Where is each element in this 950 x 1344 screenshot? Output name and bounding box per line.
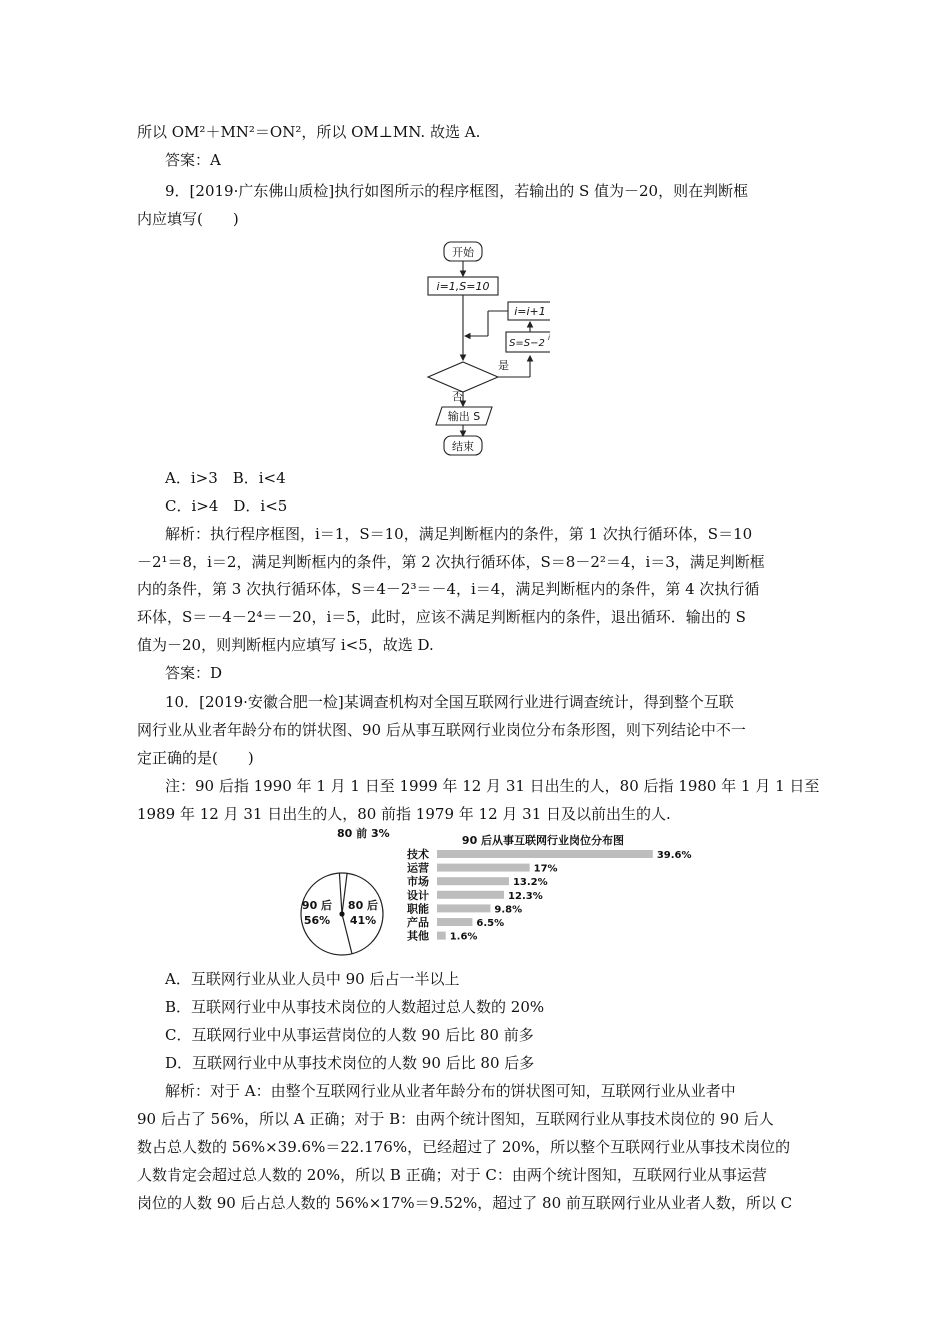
bar-category-label: 其他 <box>407 929 429 943</box>
bar-mark <box>437 877 509 885</box>
bar-value-label: 17% <box>533 863 558 875</box>
bar-mark <box>437 891 504 899</box>
job-bar-chart <box>405 830 705 960</box>
flow-yes-label: 是 <box>498 359 509 372</box>
flow-update-exponent: i <box>548 334 550 342</box>
answer-q9: 答案：D <box>165 664 223 682</box>
bar-category-label: 设计 <box>407 888 429 902</box>
flow-decision-diamond <box>428 362 498 392</box>
answer-q8: 答案：A <box>165 151 221 169</box>
q10-stem-line3: 定正确的是( ) <box>137 749 254 767</box>
flow-update-label: S=S−2 <box>509 338 545 349</box>
bar-chart-title: 90 后从事互联网行业岗位分布图 <box>461 834 625 847</box>
q10-note-line1: 注：90 后指 1990 年 1 月 1 日至 1999 年 12 月 31 日出生的人，80 后指 1980 年 1 月 1 日至 <box>165 777 820 795</box>
flow-start-label: 开始 <box>452 246 474 259</box>
flow-output-label: 输出 S <box>447 410 481 423</box>
bar-value-label: 6.5% <box>476 918 505 929</box>
pie-label-90-pct: 56% <box>303 914 331 927</box>
q9-options-cd: C．i>4 D．i<5 <box>165 497 288 515</box>
bar-mark <box>437 918 472 926</box>
previous-conclusion: 所以 OM²＋MN²＝ON²，所以 OM⊥MN. 故选 A. <box>137 123 481 141</box>
q9-solution-line4: 环体，S＝－4－2⁴＝－20，i＝5，此时，应该不满足判断框内的条件，退出循环．输出的 S <box>137 608 746 626</box>
q9-solution-line2: －2¹＝8，i＝2，满足判断框内的条件，第 2 次执行循环体，S＝8－2²＝4，i＝3，满足判断框 <box>137 553 765 571</box>
bar-category-label: 职能 <box>407 902 429 916</box>
pie-center-dot <box>339 911 344 916</box>
pie-slice-boundary-80q-start <box>339 873 342 914</box>
q10-solution-line1: 解析：对于 A：由整个互联网行业从业者年龄分布的饼状图可知，互联网行业从业者中 <box>165 1082 736 1100</box>
q10-stem-line2: 网行业从业者年龄分布的饼状图、90 后从事互联网行业岗位分布条形图，则下列结论中不一 <box>137 721 746 739</box>
bar-category-label: 运营 <box>407 861 429 875</box>
q9-options-ab: A．i>3 B．i<4 <box>165 469 286 487</box>
q10-option-b: B．互联网行业中从事技术岗位的人数超过总人数的 20% <box>165 998 545 1016</box>
bar-category-label: 技术 <box>407 848 429 861</box>
bar-mark <box>437 850 653 858</box>
flow-end-label: 结束 <box>452 440 474 453</box>
bar-category-label: 产品 <box>407 916 429 929</box>
bar-mark <box>437 904 490 912</box>
bar-value-label: 13.2% <box>512 877 548 889</box>
bar-mark <box>437 932 446 940</box>
pie-label-90-name: 90 后 <box>301 899 333 912</box>
q10-option-c: C．互联网行业中从事运营岗位的人数 90 后比 80 前多 <box>165 1026 534 1044</box>
q10-solution-line3: 数占总人数的 56%×39.6%＝22.176%，已经超过了 20%，所以整个互联网行业从事技术岗位的 <box>137 1138 791 1156</box>
q9-solution-line5: 值为－20，则判断框内应填写 i<5，故选 D. <box>137 636 434 654</box>
q10-stem-line1: 10．[2019·安徽合肥一检]某调查机构对全国互联网行业进行调查统计，得到整个互联 <box>165 693 734 711</box>
q10-solution-line4: 人数肯定会超过总人数的 20%，所以 B 正确；对于 C：由两个统计图知，互联网行业从事运营 <box>137 1166 767 1184</box>
pie-label-80q: 80 前 3% <box>337 827 390 840</box>
q9-stem-line1: 9．[2019·广东佛山质检]执行如图所示的程序框图，若输出的 S 值为－20，则在判断框 <box>165 182 749 200</box>
q9-solution-line1: 解析：执行程序框图，i＝1，S＝10，满足判断框内的条件，第 1 次执行循环体，S＝10 <box>165 525 753 543</box>
pie-label-80-name: 80 后 <box>347 899 379 912</box>
pie-slice-boundary-80q-end <box>342 873 347 914</box>
bar-value-label: 39.6% <box>656 850 692 861</box>
bar-category-label: 市场 <box>407 875 429 889</box>
flowchart <box>420 236 550 458</box>
bar-mark <box>437 864 530 872</box>
q10-option-a: A．互联网行业从业人员中 90 后占一半以上 <box>165 970 460 988</box>
q9-stem-line2: 内应填写( ) <box>137 210 239 228</box>
flow-init-label: i=1,S=10 <box>436 280 490 293</box>
q10-option-d: D．互联网行业中从事技术岗位的人数 90 后比 80 后多 <box>165 1054 535 1072</box>
flow-incr-label: i=i+1 <box>514 305 546 318</box>
pie-label-80-pct: 41% <box>349 914 377 927</box>
q10-note-line2: 1989 年 12 月 31 日出生的人，80 前指 1979 年 12 月 31 日及以前出生的人. <box>137 805 671 823</box>
flow-no-label: 否 <box>452 390 463 403</box>
bar-value-label: 1.6% <box>449 931 478 943</box>
age-pie-chart <box>295 820 395 960</box>
bar-value-label: 9.8% <box>494 904 523 916</box>
q10-solution-line2: 90 后占了 56%，所以 A 正确；对于 B：由两个统计图知，互联网行业从事技术岗位的 90 后人 <box>137 1110 774 1128</box>
q10-solution-line5: 岗位的人数 90 后占总人数的 56%×17%＝9.52%，超过了 80 前互联网行业从业者人数，所以 C <box>137 1194 793 1212</box>
bar-value-label: 12.3% <box>508 890 543 902</box>
q9-solution-line3: 内的条件，第 3 次执行循环体，S＝4－2³＝－4，i＝4，满足判断框内的条件，第 4 次执行循 <box>137 580 760 598</box>
